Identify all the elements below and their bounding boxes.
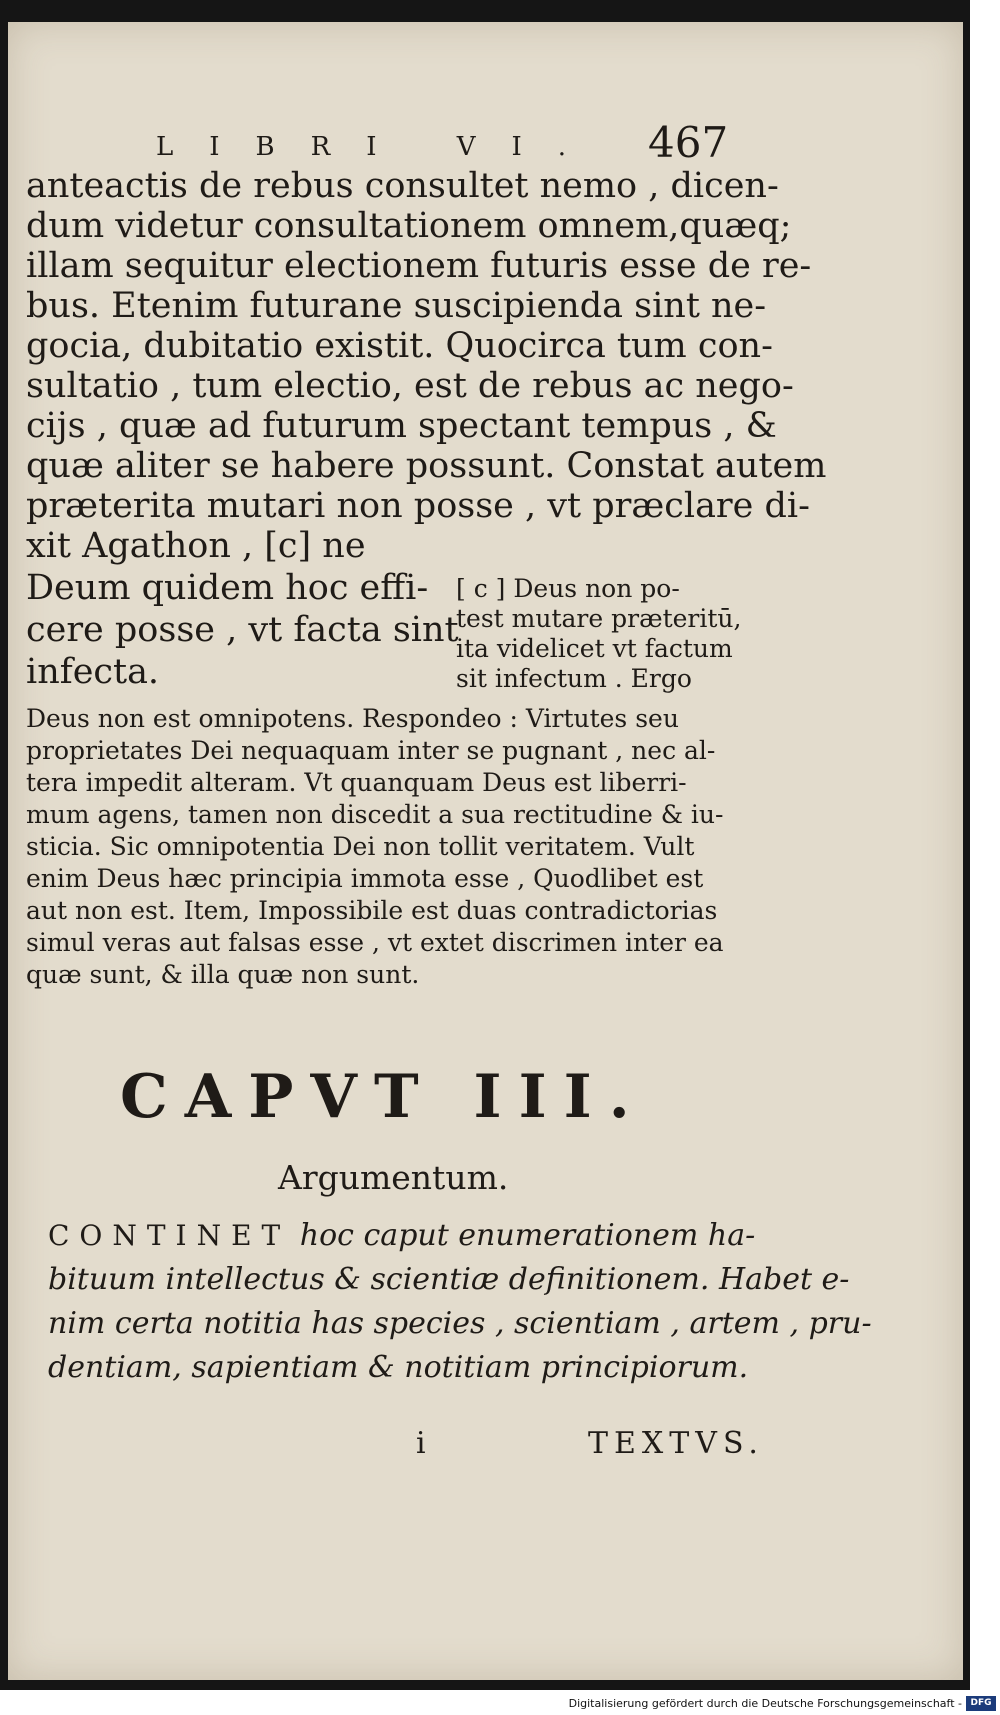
- body-line: dum videtur consultationem omnem,quæq;: [26, 206, 792, 246]
- body-line: præterita mutari non posse , vt præclare di-: [26, 486, 810, 526]
- body-line: infecta.: [26, 652, 160, 692]
- argument-text: hoc caput enumerationem ha-: [299, 1218, 756, 1253]
- footer-credit: Digitalisierung gefördert durch die Deutsche Forschungsgemeinschaft -: [568, 1697, 962, 1710]
- catchword: TEXTVS.: [588, 1426, 764, 1461]
- note-line: quæ sunt, & illa quæ non sunt.: [26, 960, 420, 989]
- body-line: cijs , quæ ad futurum spectant tempus , &: [26, 406, 777, 446]
- note-line: enim Deus hæc principia immota esse , Quodlibet est: [26, 864, 704, 893]
- body-line: bus. Etenim futurane suscipienda sint ne-: [26, 286, 767, 326]
- body-line: Deum quidem hoc effi-: [26, 568, 429, 608]
- note-line: proprietates Dei nequaquam inter se pugnant , nec al-: [26, 736, 716, 765]
- marginal-note-line: ita videlicet vt factum: [456, 634, 733, 663]
- body-line: anteactis de rebus consultet nemo , dicen-: [26, 166, 779, 206]
- body-line: illam sequitur electionem futuris esse de re-: [26, 246, 812, 286]
- body-line: quæ aliter se habere possunt. Constat autem: [26, 446, 827, 486]
- dfg-logo-icon: DFG: [966, 1696, 996, 1711]
- note-line: tera impedit alteram. Vt quanquam Deus est liberri-: [26, 768, 687, 797]
- body-line: xit Agathon , [c] ne: [26, 526, 366, 566]
- argument-line: nim certa notitia has species , scientiam , artem , pru-: [48, 1306, 872, 1341]
- body-line: sultatio , tum electio, est de rebus ac nego-: [26, 366, 794, 406]
- book-page: [8, 22, 963, 1680]
- chapter-subtitle: Argumentum.: [278, 1158, 509, 1197]
- note-line: mum agens, tamen non discedit a sua rectitudine & iu-: [26, 800, 724, 829]
- page-number: 467: [648, 118, 729, 167]
- argument-lead: CONTINET: [48, 1219, 291, 1252]
- note-line: simul veras aut falsas esse , vt extet discrimen inter ea: [26, 928, 724, 957]
- note-line: Deus non est omnipotens. Respondeo : Virtutes seu: [26, 704, 679, 733]
- marginal-note-line: sit infectum . Ergo: [456, 664, 692, 693]
- signature-mark: i: [416, 1426, 426, 1461]
- marginal-note-line: [ c ] Deus non po-: [456, 574, 680, 603]
- running-title: LIBRI VI.: [156, 132, 603, 162]
- body-line: gocia, dubitatio existit. Quocirca tum con-: [26, 326, 773, 366]
- digitization-footer: [0, 1694, 1000, 1715]
- argument-line: bituum intellectus & scientiæ definitionem. Habet e-: [48, 1262, 850, 1297]
- argument-line: [48, 1218, 755, 1253]
- marginal-note-line: test mutare præteritū,: [456, 604, 742, 633]
- note-line: sticia. Sic omnipotentia Dei non tollit veritatem. Vult: [26, 832, 695, 861]
- note-line: aut non est. Item, Impossibile est duas contradictorias: [26, 896, 718, 925]
- chapter-title: CAPVT III.: [120, 1062, 647, 1132]
- body-line: cere posse , vt facta sint: [26, 610, 459, 650]
- argument-line: dentiam, sapientiam & notitiam principiorum.: [48, 1350, 749, 1385]
